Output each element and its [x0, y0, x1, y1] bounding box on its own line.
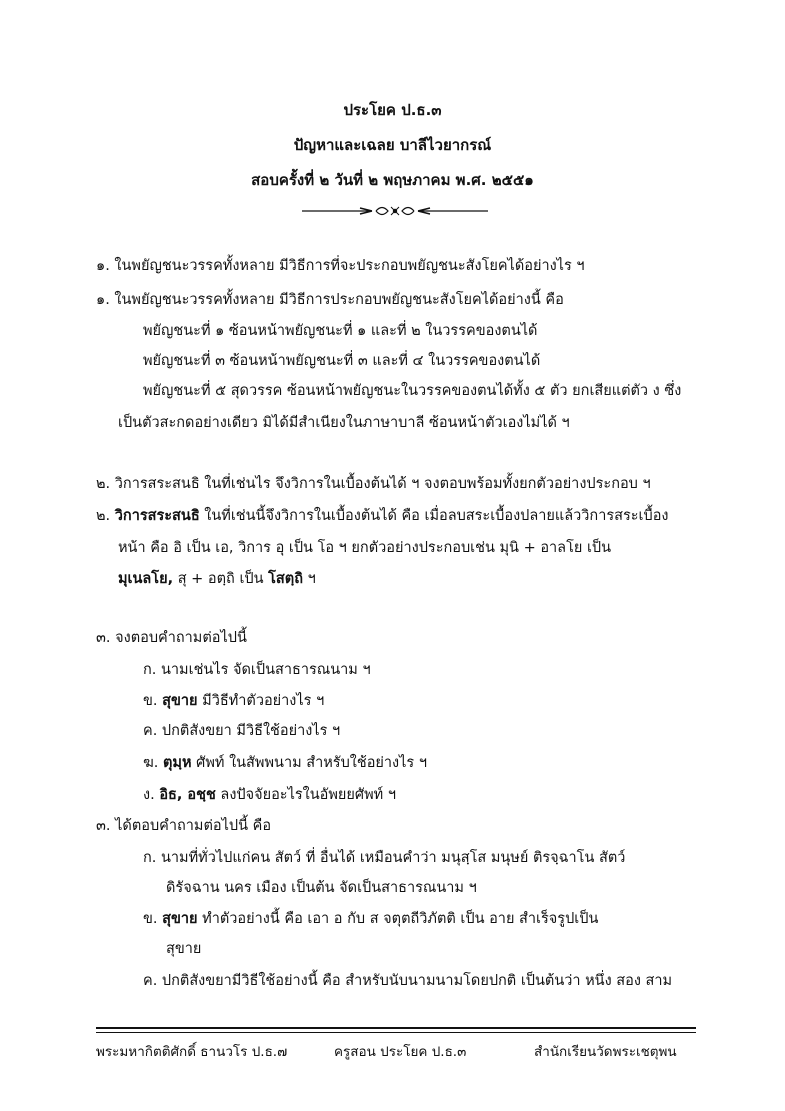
footer-author: พระมหากิตติศักดิ์ ธานวโร ป.ธ.๗	[96, 1044, 288, 1060]
question-3-item-e	[143, 785, 396, 805]
answer-1-line-4: เป็นตัวสะกดอย่างเดียว มิได้มีสำเนียงในภาษาบาลี ซ้อนหน้าตัวเองไม่ได้ ฯ	[118, 415, 570, 431]
question-2: ๒. วิการสระสนธิ ในที่เช่นไร จึงวิการในเบื้องต้นได้ ฯ จงตอบพร้อมทั้งยกตัวอย่างประกอบ ฯ	[96, 476, 651, 492]
item-text: ลงปัจจัยอะไรในอัพยยศัพท์ ฯ	[215, 787, 396, 803]
item-text: ศัพท์ ในสัพพนาม สำหรับใช้อย่างไร ฯ	[191, 755, 427, 771]
item-prefix: ง.	[143, 787, 155, 803]
item-text: นามที่ทั่วไปแก่คน สัตว์ ที่ อื่นได้ เหมือนคำว่า มนุสฺโส มนุษย์ ติรจฺฉาโน สัตว์	[161, 850, 626, 866]
answer-2-term: วิการสระสนธิ	[114, 508, 200, 524]
item-term: สุขาย	[162, 693, 198, 709]
question-3: ๓. จงตอบคำถามต่อไปนี้	[96, 630, 247, 646]
item-term: สุขาย	[162, 911, 198, 927]
answer-2-example-end: ฯ	[302, 571, 316, 587]
item-prefix: ก.	[143, 850, 157, 866]
answer-2-example-mid: สุ + อตฺถิ เป็น	[173, 571, 269, 587]
answer-2-line-2: หน้า คือ อิ เป็น เอ, วิการ อุ เป็น โอ ฯ ยกตัวอย่างประกอบเช่น มุนิ + อาลโย เป็น	[118, 540, 612, 556]
answer-2-line-3	[118, 569, 316, 589]
answer-3-item-a-line-2: ดิรัจฉาน นคร เมือง เป็นต้น จัดเป็นสาธารณนาม ฯ	[166, 880, 477, 896]
answer-3-item-b-line-2: สุขาย	[166, 941, 202, 957]
answer-2-heading	[96, 506, 669, 526]
item-prefix: ข.	[143, 693, 158, 709]
header-line-2: ปัญหาและเฉลย บาลีไวยากรณ์	[293, 136, 492, 154]
item-prefix: ฆ.	[143, 755, 159, 771]
answer-2-text: ในที่เช่นนี้จึงวิการในเบื้องต้นได้ คือ เมื่อลบสระเบื้องปลายแล้ววิการสระเบื้อง	[199, 508, 669, 524]
question-1: ๑. ในพยัญชนะวรรคทั้งหลาย มีวิธีการที่จะประกอบพยัญชนะสังโยคได้อย่างไร ฯ	[96, 258, 585, 274]
item-text: นามเช่นไร จัดเป็นสาธารณนาม ฯ	[161, 662, 371, 678]
answer-3-item-c	[143, 971, 672, 991]
answer-1-heading: ๑. ในพยัญชนะวรรคทั้งหลาย มีวิธีการประกอบพยัญชนะสังโยคได้อย่างนี้ คือ	[96, 292, 564, 308]
answer-2-number: ๒.	[96, 508, 111, 524]
footer-rule-thin	[96, 1032, 696, 1033]
footer-class: ครูสอน ประโยค ป.ธ.๓	[334, 1044, 467, 1060]
question-3-item-c	[143, 721, 340, 741]
answer-3-heading: ๓. ได้ตอบคำถามต่อไปนี้ คือ	[96, 818, 272, 834]
item-term: อิธ, อชฺช	[159, 787, 216, 803]
footer-institution: สำนักเรียนวัดพระเชตุพน	[534, 1044, 677, 1060]
question-3-item-a	[143, 660, 371, 680]
footer-rule-thick	[96, 1027, 696, 1029]
answer-1-line-3: พยัญชนะที่ ๕ สุดวรรค ซ้อนหน้าพยัญชนะในวรรคของตนได้ทั้ง ๕ ตัว ยกเสียแต่ตัว ง ซึ่ง	[143, 383, 682, 399]
header-line-3: สอบครั้งที่ ๒ วันที่ ๒ พฤษภาคม พ.ศ. ๒๕๕๑	[251, 171, 534, 189]
answer-1-line-1: พยัญชนะที่ ๑ ซ้อนหน้าพยัญชนะที่ ๑ และที่ ๒ ในวรรคของตนได้	[143, 323, 538, 339]
answer-2-example-2: โสตฺถิ	[268, 571, 303, 587]
item-prefix: ค.	[143, 723, 158, 739]
answer-3-item-a	[143, 848, 625, 868]
answer-1-line-2: พยัญชนะที่ ๓ ซ้อนหน้าพยัญชนะที่ ๓ และที่ ๔ ในวรรคของตนได้	[143, 353, 541, 369]
item-text: ปกติสังขยามีวิธีใช้อย่างนี้ คือ สำหรับนับนามนามโดยปกติ เป็นต้นว่า หนึ่ง สอง สาม	[161, 973, 673, 989]
item-prefix: ข.	[143, 911, 158, 927]
question-3-item-b	[143, 691, 324, 711]
item-text: ทำตัวอย่างนี้ คือ เอา อ กับ ส จตุตถีวิภัตติ เป็น อาย สำเร็จรูปเป็น	[197, 911, 599, 927]
answer-3-item-b	[143, 909, 598, 929]
header-line-1: ประโยค ป.ธ.๓	[343, 101, 442, 119]
item-prefix: ก.	[143, 662, 157, 678]
ornament-divider-icon	[300, 203, 490, 219]
question-3-item-d	[143, 753, 427, 773]
item-text: ปกติสังขยา มีวิธีใช้อย่างไร ฯ	[161, 723, 341, 739]
answer-2-example-1: มุเนลโย,	[118, 571, 174, 587]
item-text: มีวิธีทำตัวอย่างไร ฯ	[197, 693, 325, 709]
item-prefix: ค.	[143, 973, 158, 989]
item-term: ตุมฺห	[162, 755, 192, 771]
